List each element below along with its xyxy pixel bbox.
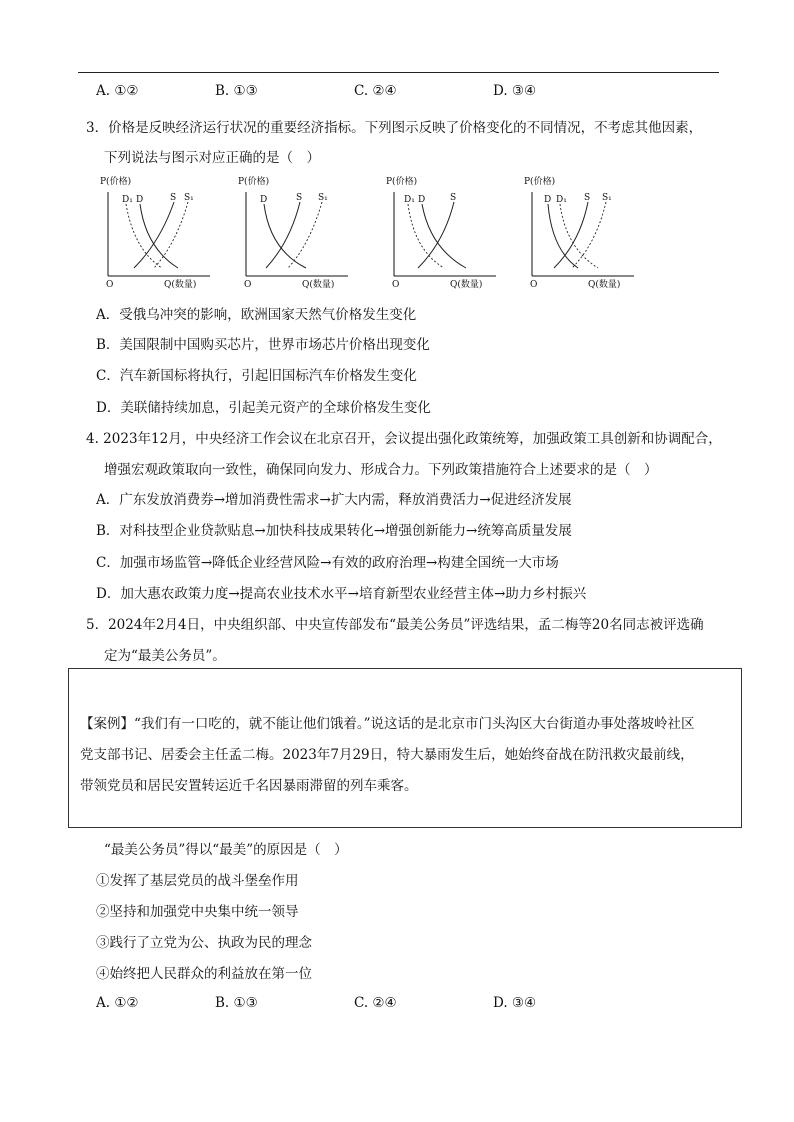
graph2-x-label: Q(数量) [302,280,335,290]
graph4-curve-label: D [544,195,552,205]
q5-option-d[interactable]: D. ③④ [493,995,537,1011]
q5-question: “最美公务员”得以“最美”的原因是（ ） [104,842,348,858]
q5-stem-line1: 5．2024年2月4日，中央组织部、中央宣传部发布“最美公务员”评选结果，孟二梅等20名同志被评选确 [86,617,704,633]
q4-option-c[interactable]: C．加强市场监管→降低企业经营风险→有效的政府治理→构建全国统一大市场 [96,555,559,571]
graph4-curve-label: S₁ [602,193,612,203]
q3-graph-3 [384,172,504,290]
q5-option-c[interactable]: C. ②④ [354,995,397,1011]
graph4-y-label: P(价格) [524,177,556,187]
graph2-curve-label: S [296,193,303,203]
graph2-curve-label: S₁ [318,193,328,203]
graph2-curve-label: D [260,195,268,205]
graph4-curve-label: S [584,193,591,203]
prev-option-d[interactable]: D. ③④ [493,83,537,99]
prev-option-a[interactable]: A. ①② [96,83,139,99]
q3-option-b[interactable]: B．美国限制中国购买芯片，世界市场芯片价格出现变化 [96,337,430,353]
q3-stem-line1: 3．价格是反映经济运行状况的重要经济指标。下列图示反映了价格变化的不同情况，不考虑其他因素， [86,120,703,136]
graph4-curve-label: D₁ [556,195,567,205]
q5-item-4: ④始终把人民群众的利益放在第一位 [96,966,312,982]
q4-option-a[interactable]: A．广东发放消费券→增加消费性需求→扩大内需，释放消费活力→促进经济发展 [96,492,572,508]
graph2-origin: O [244,280,252,290]
q4-stem-line2: 增强宏观政策取向一致性，确保同向发力、形成合力。下列政策措施符合上述要求的是（ ） [104,462,658,478]
case-text-line2: 党支部书记、居委会主任孟二梅。2023年7月29日，特大暴雨发生后，她始终奋战在防汛救灾最前线， [80,747,694,763]
graph1-curve-label: S₁ [184,193,194,203]
q5-item-2: ②坚持和加强党中央集中统一领导 [96,904,299,920]
graph3-x-label: Q(数量) [450,280,483,290]
graph1-curve-label: D₁ [122,195,133,205]
graph1-y-label: P(价格) [100,177,132,187]
graph1-curve-label: D [136,195,144,205]
graph1-origin: O [106,280,114,290]
q3-option-c[interactable]: C．汽车新国标将执行，引起旧国标汽车价格发生变化 [96,368,417,384]
q5-stem-line2: 定为“最美公务员”。 [104,648,226,664]
q4-option-d[interactable]: D．加大惠农政策力度→提高农业技术水平→培育新型农业经营主体→助力乡村振兴 [96,586,587,602]
graph4-origin: O [530,280,538,290]
q4-stem-line1: 4. 2023年12月，中央经济工作会议在北京召开，会议提出强化政策统筹，加强政策工具创新和协调配合， [86,431,722,447]
graph3-curve-label: D₁ [404,195,415,205]
q5-option-a[interactable]: A. ①② [96,995,139,1011]
q3-graph-1 [98,172,218,290]
q5-option-b[interactable]: B. ①③ [215,995,258,1011]
graph1-x-label: Q(数量) [164,280,197,290]
q3-option-d[interactable]: D．美联储持续加息，引起美元资产的全球价格发生变化 [96,400,431,416]
q3-graph-4 [522,172,642,290]
graph3-curve-label: S [450,193,457,203]
q3-graph-2 [236,172,356,290]
case-text-line3: 带领党员和居民安置转运近千名因暴雨滞留的列车乘客。 [80,778,418,794]
graph3-y-label: P(价格) [386,177,418,187]
header-rule [78,72,719,73]
case-text-line1: 【案例】“我们有一口吃的，就不能让他们饿着。”说这话的是北京市门头沟区大台街道办事处落坡岭社区 [80,716,695,732]
graph2-y-label: P(价格) [238,177,270,187]
graph3-origin: O [392,280,400,290]
q5-item-1: ①发挥了基层党员的战斗堡垒作用 [96,873,299,889]
q5-item-3: ③践行了立党为公、执政为民的理念 [96,935,312,951]
q3-option-a[interactable]: A．受俄乌冲突的影响，欧洲国家天然气价格发生变化 [96,307,417,323]
graph4-x-label: Q(数量) [588,280,621,290]
graph3-curve-label: D [418,195,426,205]
prev-option-c[interactable]: C. ②④ [354,83,397,99]
prev-option-b[interactable]: B. ①③ [215,83,258,99]
q4-option-b[interactable]: B．对科技型企业贷款贴息→加快科技成果转化→增强创新能力→统筹高质量发展 [96,523,572,539]
graph1-curve-label: S [170,193,177,203]
q3-stem-line2: 下列说法与图示对应正确的是（ ） [104,150,320,166]
